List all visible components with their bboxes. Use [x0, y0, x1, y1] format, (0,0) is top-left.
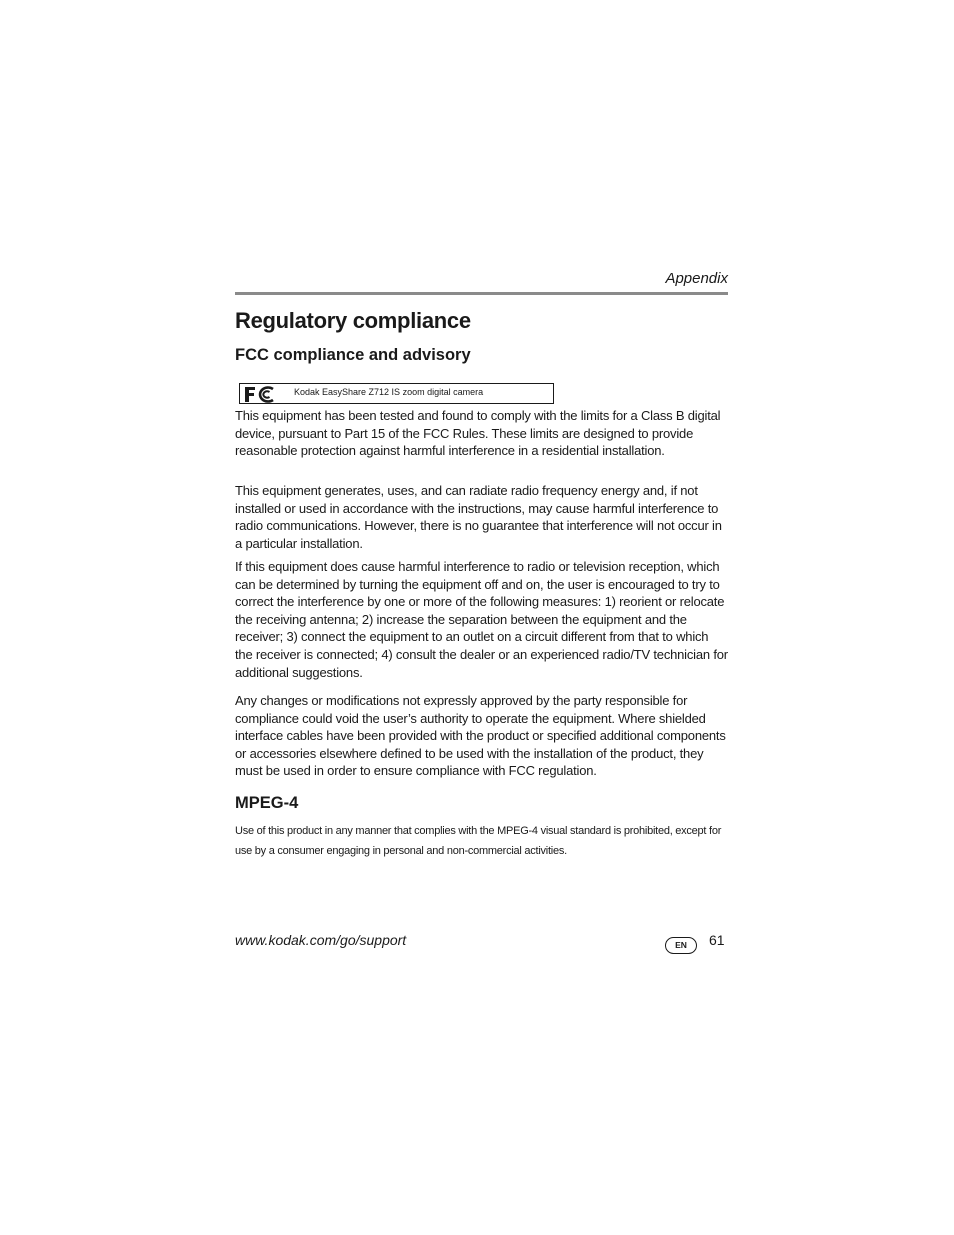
support-url: www.kodak.com/go/support [235, 932, 407, 948]
fcc-paragraph-2: This equipment generates, uses, and can radiate radio frequency energy and, if not installed or used in accordance with the instructions, may cause harmful interference to radio communications. However, there is no guarantee that interference will not occur in a particular installation. [235, 483, 722, 551]
fcc-paragraph-3: If this equipment does cause harmful interference to radio or television reception, which can be determined by turning the equipment off and on, the user is encouraged to try to correct the interference by one or more of the following measures: 1) reorient or relocate the receiving antenna; 2) increase the separation between the equipment and the receiver; 3) connect the equipment to an outlet on a circuit different from that to which the receiver is connected; 4) consult the dealer or an experienced radio/TV technician for additional suggestions. [235, 559, 728, 680]
fcc-label-text: Kodak EasyShare Z712 IS zoom digital camera [294, 387, 484, 397]
document-page [235, 0, 728, 1235]
mpeg-heading: MPEG-4 [235, 794, 299, 812]
fcc-heading: FCC compliance and advisory [235, 346, 471, 364]
fcc-paragraph-4: Any changes or modifications not expressly approved by the party responsible for compliance could void the user’s authority to operate the equipment. Where shielded interface cables have been provided with the product or specified additional components or accessories elsewhere defined to be used with the installation of the product, they must be used in order to ensure compliance with FCC regulation. [235, 693, 726, 779]
running-header: Appendix [665, 270, 728, 287]
language-badge: EN [665, 937, 697, 954]
fcc-paragraph-1: This equipment has been tested and found to comply with the limits for a Class B digital device, pursuant to Part 15 of the FCC Rules. These limits are designed to provide reasonable protection against harmful interference in a residential installation. [235, 408, 721, 459]
header-rule [235, 292, 728, 295]
fcc-label-box [239, 383, 554, 404]
page-title: Regulatory compliance [235, 308, 471, 333]
fcc-logo-icon [243, 385, 275, 403]
mpeg-paragraph: Use of this product in any manner that complies with the MPEG-4 visual standard is prohibited, except for use by a consumer engaging in personal and non-commercial activities. [235, 825, 722, 857]
page-number: 61 [709, 932, 725, 948]
svg-text:FC: FC [243, 385, 245, 386]
